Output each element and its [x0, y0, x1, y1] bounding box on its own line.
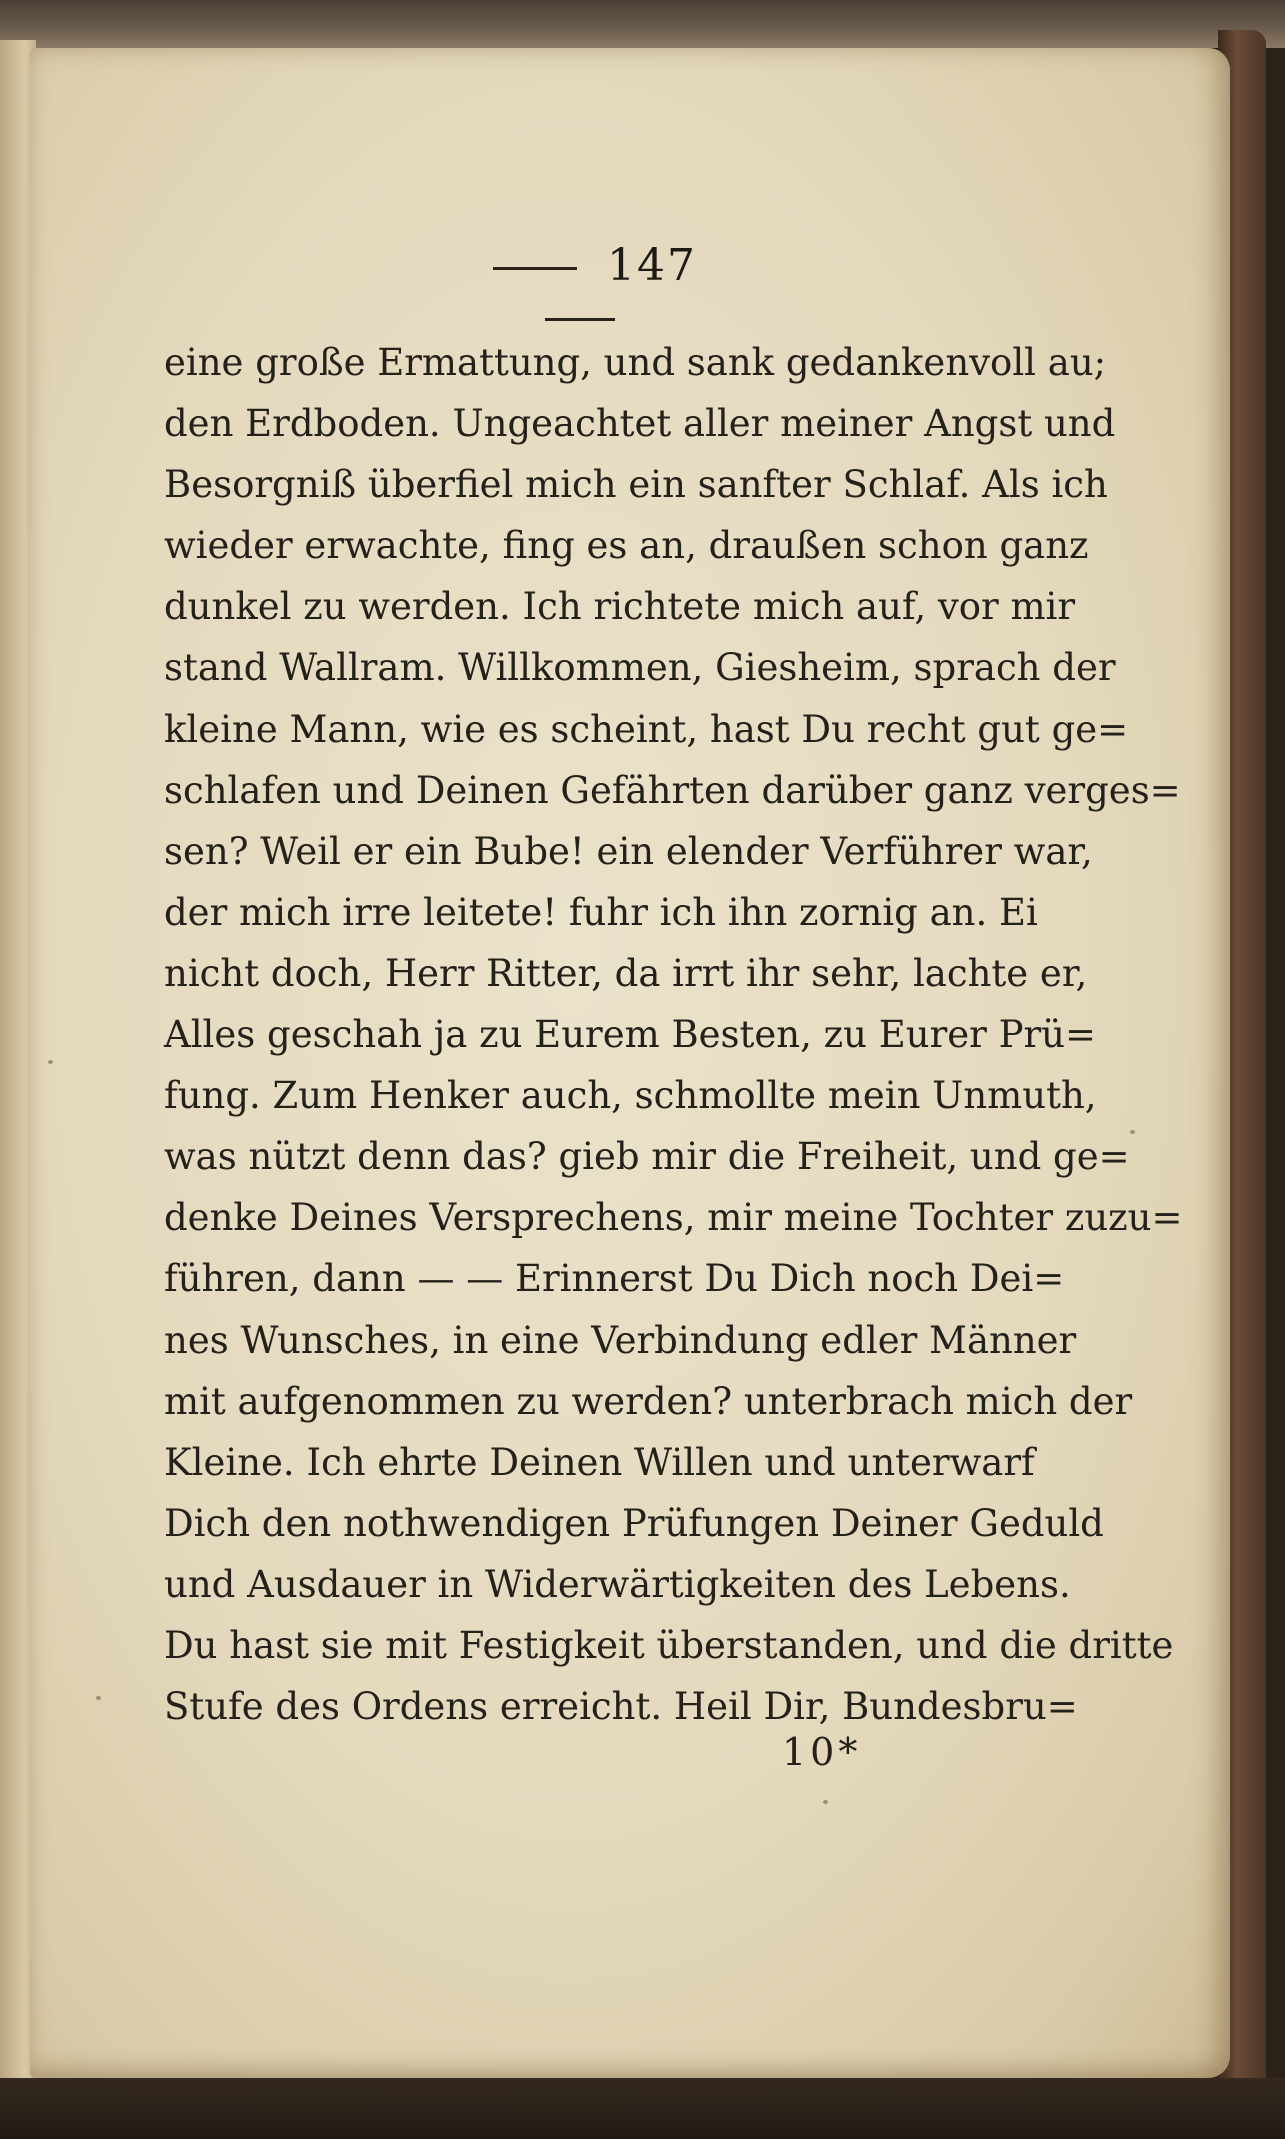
- paper-speck: [823, 1800, 828, 1804]
- text-line: den Erdboden. Ungeachtet aller meiner Angst und: [164, 402, 1116, 446]
- text-line: Besorgniß überfiel mich ein sanfter Schlaf. Als ich: [164, 463, 1108, 507]
- paper-speck: [96, 1696, 101, 1700]
- header-dash-right: [545, 318, 615, 321]
- text-line: Alles geschah ja zu Eurem Besten, zu Eurer Prü=: [164, 1013, 1097, 1057]
- text-line: was nützt denn das? gieb mir die Freiheit, und ge=: [164, 1135, 1130, 1179]
- text-line: mit aufgenommen zu werden? unterbrach mich der: [164, 1379, 1133, 1423]
- text-line: dunkel zu werden. Ich richtete mich auf, vor mir: [164, 585, 1076, 629]
- page-header: [400, 240, 760, 300]
- text-line: denke Deines Versprechens, mir meine Tochter zuzu=: [164, 1196, 1183, 1240]
- text-line: nes Wunsches, in eine Verbindung edler Männer: [164, 1318, 1077, 1362]
- paper-speck: [1130, 1130, 1135, 1134]
- text-line: führen, dann — — Erinnerst Du Dich noch Dei=: [164, 1257, 1065, 1301]
- text-line: stand Wallram. Willkommen, Giesheim, sprach der: [164, 646, 1116, 690]
- text-line: Dich den nothwendigen Prüfungen Deiner Geduld: [164, 1501, 1104, 1545]
- text-line: Kleine. Ich ehrte Deinen Willen und unterwarf: [164, 1440, 1035, 1484]
- text-line: Stufe des Ordens erreicht. Heil Dir, Bundesbru=: [164, 1685, 1078, 1729]
- paper-speck: [48, 1060, 53, 1064]
- text-line: kleine Mann, wie es scheint, hast Du recht gut ge=: [164, 707, 1129, 751]
- page-number: 147: [607, 240, 697, 291]
- text-line: fung. Zum Henker auch, schmollte mein Unmuth,: [164, 1074, 1097, 1118]
- signature-mark: 10*: [782, 1730, 862, 1774]
- text-line: eine große Ermattung, und sank gedankenvoll au;: [164, 341, 1107, 384]
- text-line: nicht doch, Herr Ritter, da irrt ihr sehr, lachte er,: [164, 951, 1088, 995]
- book-cover-bottom: [0, 2078, 1285, 2139]
- header-dash-left: [493, 267, 577, 270]
- text-line: der mich irre leitete! fuhr ich ihn zornig an. Ei: [164, 890, 1038, 934]
- body-text: [164, 332, 1183, 1737]
- text-line: sen? Weil er ein Bube! ein elender Verführer war,: [164, 829, 1093, 873]
- text-line: Du hast sie mit Festigkeit überstanden, und die dritte: [164, 1623, 1174, 1667]
- text-line: und Ausdauer in Widerwärtigkeiten des Lebens.: [164, 1562, 1071, 1606]
- text-line: schlafen und Deinen Gefährten darüber ganz verges=: [164, 768, 1181, 812]
- text-line: wieder erwachte, fing es an, draußen schon ganz: [164, 524, 1089, 568]
- book-cover-top: [0, 0, 1285, 48]
